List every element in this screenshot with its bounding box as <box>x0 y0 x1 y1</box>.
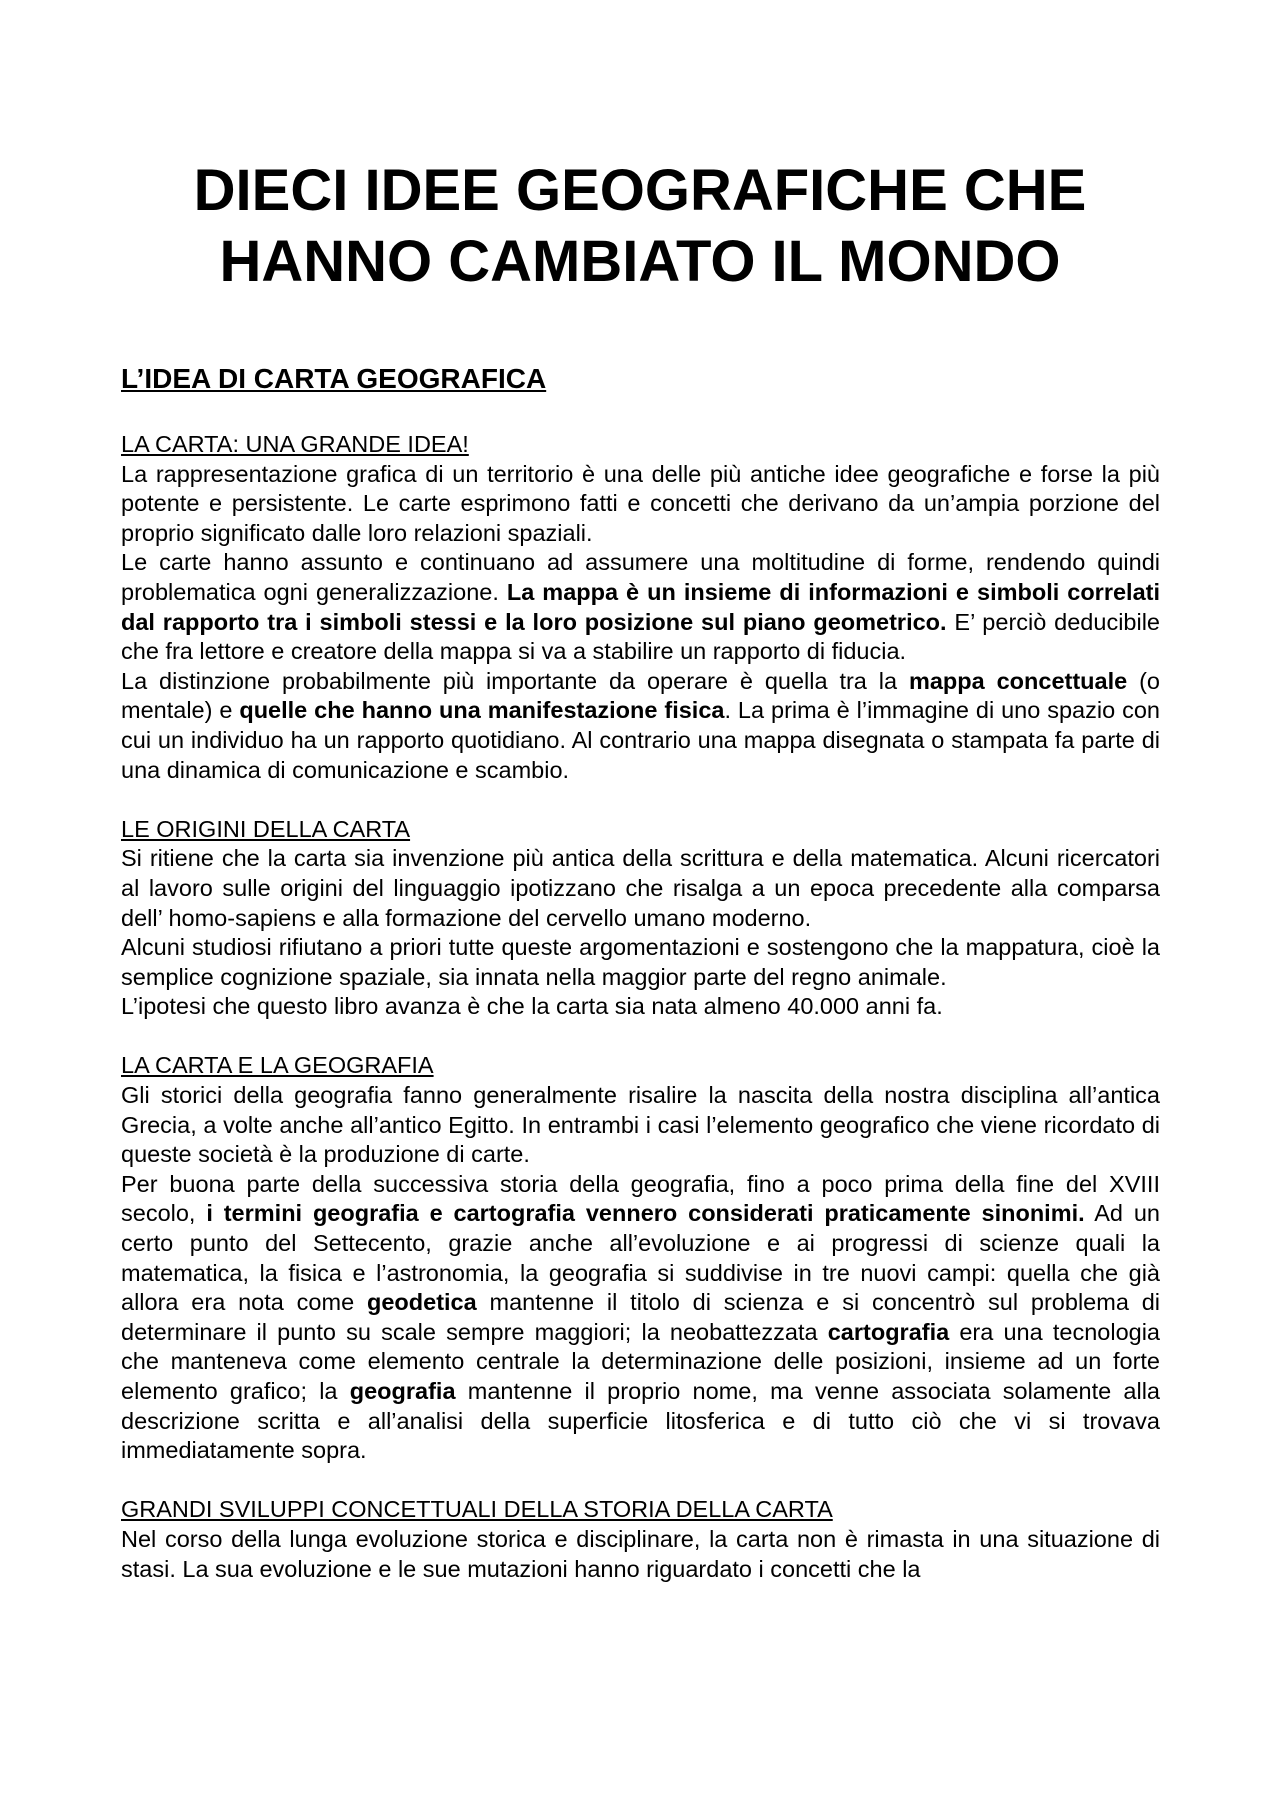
title-line-1: DIECI IDEE GEOGRAFICHE CHE <box>193 158 1087 223</box>
text-run: E’ perciò deducibile che fra lettore e creatore della mappa si va a stabilire un rapporto di fiducia. <box>121 608 1160 665</box>
text-run: Per buona parte della successiva storia della geografia, fino a poco prima della fine del XVIII secolo, <box>121 1170 1160 1227</box>
bold-text: quelle che hanno una manifestazione fisica <box>239 697 725 724</box>
bold-text: i termini geografia e cartografia vennero considerati praticamente sinonimi. <box>206 1200 1085 1227</box>
text-run: . La prima è l’immagine di uno spazio con cui un individuo ha un rapporto quotidiano. Al contrario una mappa disegnata o stampata fa parte di una dinamica di comunicazione e scambio. <box>121 697 1160 783</box>
text-run: Alcuni studiosi rifiutano a priori tutte queste argomentazioni e sostengono che la mappatura, cioè la semplice cognizione spaziale, sia innata nella maggior parte del regno animale. <box>121 934 1160 990</box>
paragraph <box>121 548 1160 666</box>
section-heading: GRANDI SVILUPPI CONCETTUALI DELLA STORIA DELLA CARTA <box>121 1496 833 1523</box>
text-run: L’ipotesi che questo libro avanza è che la carta sia nata almeno 40.000 anni fa. <box>121 993 943 1020</box>
section-spacer <box>121 1466 1160 1496</box>
text-run: Gli storici della geografia fanno generalmente risalire la nascita della nostra disciplina all’antica Grecia, a volte anche all’antico Egitto. In entrambi i casi l’elemento geografico che viene ricordato di queste società è la produzione di carte. <box>121 1082 1160 1168</box>
text-run: La distinzione probabilmente più importante da operare è quella tra la <box>121 667 909 694</box>
paragraph <box>121 992 1160 1022</box>
section-heading: LE ORIGINI DELLA CARTA <box>121 815 411 842</box>
bold-text: geodetica <box>367 1289 477 1316</box>
chapter-heading: L’IDEA DI CARTA GEOGRAFICA <box>121 363 547 394</box>
text-run: Nel corso della lunga evoluzione storica e disciplinare, la carta non è rimasta in una situazione di stasi. La sua evoluzione e le sue mutazioni hanno riguardato i concetti che la <box>121 1525 1160 1582</box>
paragraph <box>121 933 1160 992</box>
paragraph <box>121 460 1160 549</box>
text-run: era una tecnologia che manteneva come elemento centrale la determinazione delle posizioni, insieme ad un forte elemento grafico; la <box>121 1318 1161 1404</box>
section-heading: LA CARTA E LA GEOGRAFIA <box>121 1052 434 1079</box>
text-run: Ad un certo punto del Settecento, grazie anche all’evoluzione e ai progressi di scienze quali la matematica, la fisica e l’astronomia, la geografia si suddivise in tre nuovi campi: quella che già allora era nota come <box>121 1200 1160 1316</box>
bold-text: mappa concettuale <box>908 667 1128 694</box>
bold-text: cartografia <box>827 1318 950 1345</box>
text-run: La rappresentazione grafica di un territorio è una delle più antiche idee geografiche e forse la più potente e persistente. Le carte esprimono fatti e concetti che derivano da un’ampia porzione del proprio significato dalle loro relazioni spaziali. <box>121 460 1160 546</box>
paragraph <box>121 1525 1160 1584</box>
document-body <box>121 430 1160 1584</box>
document-title <box>0 155 1280 297</box>
paragraph <box>121 844 1160 933</box>
paragraph <box>121 667 1160 785</box>
section-heading: LA CARTA: UNA GRANDE IDEA! <box>121 431 469 457</box>
bold-text: geografia <box>349 1378 456 1404</box>
text-run: mantenne il proprio nome, ma venne associata solamente alla descrizione scritta e all’analisi della superficie litosferica e di tutto ciò che vi si trovava immediatamente sopra. <box>121 1378 1160 1464</box>
text-run: Le carte hanno assunto e continuano ad assumere una moltitudine di forme, rendendo quindi problematica ogni generalizzazione. <box>121 549 1160 605</box>
section-spacer <box>121 1022 1160 1052</box>
title-line-2: HANNO CAMBIATO IL MONDO <box>219 229 1061 294</box>
text-run: (o mentale) e <box>121 667 1160 724</box>
text-run: Si ritiene che la carta sia invenzione più antica della scrittura e della matematica. Alcuni ricercatori al lavoro sulle origini del linguaggio ipotizzano che risalga a un epoca precedente alla comparsa dell’ homo-sapiens e alla formazione del cervello umano moderno. <box>121 845 1160 931</box>
paragraph <box>121 1081 1160 1170</box>
text-run: mantenne il titolo di scienza e si concentrò sul problema di determinare il punto su scale sempre maggiori; la neobattezzata <box>121 1289 1161 1345</box>
bold-text: La mappa è un insieme di informazioni e simboli correlati dal rapporto tra i simboli stessi e la loro posizione sul piano geometrico. <box>121 578 1160 635</box>
section-spacer <box>121 785 1160 815</box>
paragraph <box>121 1170 1160 1466</box>
